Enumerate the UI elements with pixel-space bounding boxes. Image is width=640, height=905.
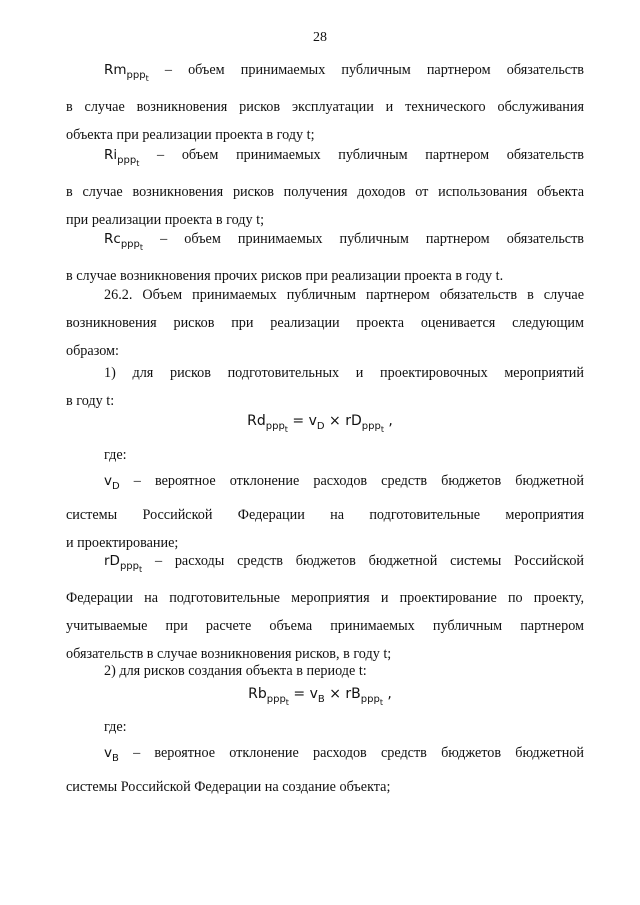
- definition-rc-line2: в случае возникновения прочих рисков при реализации проекта в году t.: [66, 268, 504, 284]
- definition-ri-line3: при реализации проекта в году t;: [66, 212, 265, 228]
- formula-rd: $Rd_{ppp_t} = v_D \times rD_{ppp_t}$ ,: [247, 413, 393, 434]
- definition-ri-line2: в случае возникновения рисков получения доходов от использования объекта: [66, 184, 584, 200]
- definition-rm-line2: в случае возникновения рисков эксплуатации и технического обслуживания: [66, 99, 584, 115]
- item-1: [66, 359, 584, 415]
- page-number: 28: [313, 30, 327, 45]
- definition-rd-line3: учитываемые при расчете объема принимаемых публичным партнером: [66, 618, 584, 634]
- clause-26-2: [66, 281, 584, 365]
- definition-ri: $Ri_{ppp_t}$ – объем принимаемых публичным партнером обязательств в случае возникновения рисков получения доходов от использования объекта при реализации проекта в году t;: [66, 141, 584, 234]
- symbol-rm: $Rm_{ppp_t}$: [104, 62, 149, 83]
- where-label-1: где:: [104, 447, 127, 463]
- definition-vd-line3: и проектирование;: [66, 535, 179, 551]
- where-label-2: где:: [104, 719, 127, 735]
- definition-rm: $Rm_{ppp_t}$ – объем принимаемых публичным партнером обязательств в случае возникновения рисков эксплуатации и технического обслуживания объекта при реализации проекта в году t;: [66, 56, 584, 149]
- clause-26-2-line3: образом:: [66, 343, 119, 359]
- clause-26-2-line1: 26.2. Объем принимаемых публичным партнером обязательств в случае: [104, 287, 584, 303]
- definition-rm-line3: объекта при реализации проекта в году t;: [66, 127, 315, 143]
- symbol-rc: $Rc_{ppp_t}$: [104, 231, 143, 252]
- symbol-vb: $v_B$: [104, 745, 119, 764]
- formula-rb: $Rb_{ppp_t} = v_B \times rB_{ppp_t}$ ,: [248, 686, 392, 707]
- definition-rd-line2: Федерации на подготовительные мероприятия и проектирование по проекту,: [66, 590, 584, 606]
- symbol-ri: $Ri_{ppp_t}$: [104, 147, 140, 168]
- definition-rc: $Rc_{ppp_t}$ – объем принимаемых публичным партнером обязательств в случае возникновения прочих рисков при реализации проекта в году t.: [66, 225, 584, 290]
- item-2-line1: 2) для рисков создания объекта в периоде t:: [104, 663, 367, 679]
- definition-vb: $v_B$ – вероятное отклонение расходов средств бюджетов бюджетной системы Российской Федерации на создание объекта;: [66, 739, 584, 801]
- item-1-line1: 1) для рисков подготовительных и проектировочных мероприятий: [104, 365, 584, 381]
- definition-vb-line2: системы Российской Федерации на создание объекта;: [66, 779, 391, 795]
- symbol-vd: $v_D$: [104, 473, 120, 492]
- definition-rd-line4: обязательств в случае возникновения рисков, в году t;: [66, 646, 392, 662]
- definition-vd: $v_D$ – вероятное отклонение расходов средств бюджетов бюджетной системы Российской Федерации на подготовительные мероприятия и проектирование;: [66, 467, 584, 557]
- definition-rd: $rD_{ppp_t}$ – расходы средств бюджетов бюджетной системы Российской Федерации на подготовительные мероприятия и проектирование по проекту, учитываемые при расчете объема принимаемых публичным партнером обязательств в случае возникновения рисков, в году t;: [66, 547, 584, 668]
- item-1-line2: в году t:: [66, 393, 115, 409]
- item-2: [66, 657, 584, 685]
- clause-26-2-line2: возникновения рисков при реализации проекта оценивается следующим: [66, 315, 584, 331]
- symbol-rd: $rD_{ppp_t}$: [104, 553, 143, 574]
- definition-vd-line2: системы Российской Федерации на подготовительные мероприятия: [66, 507, 584, 523]
